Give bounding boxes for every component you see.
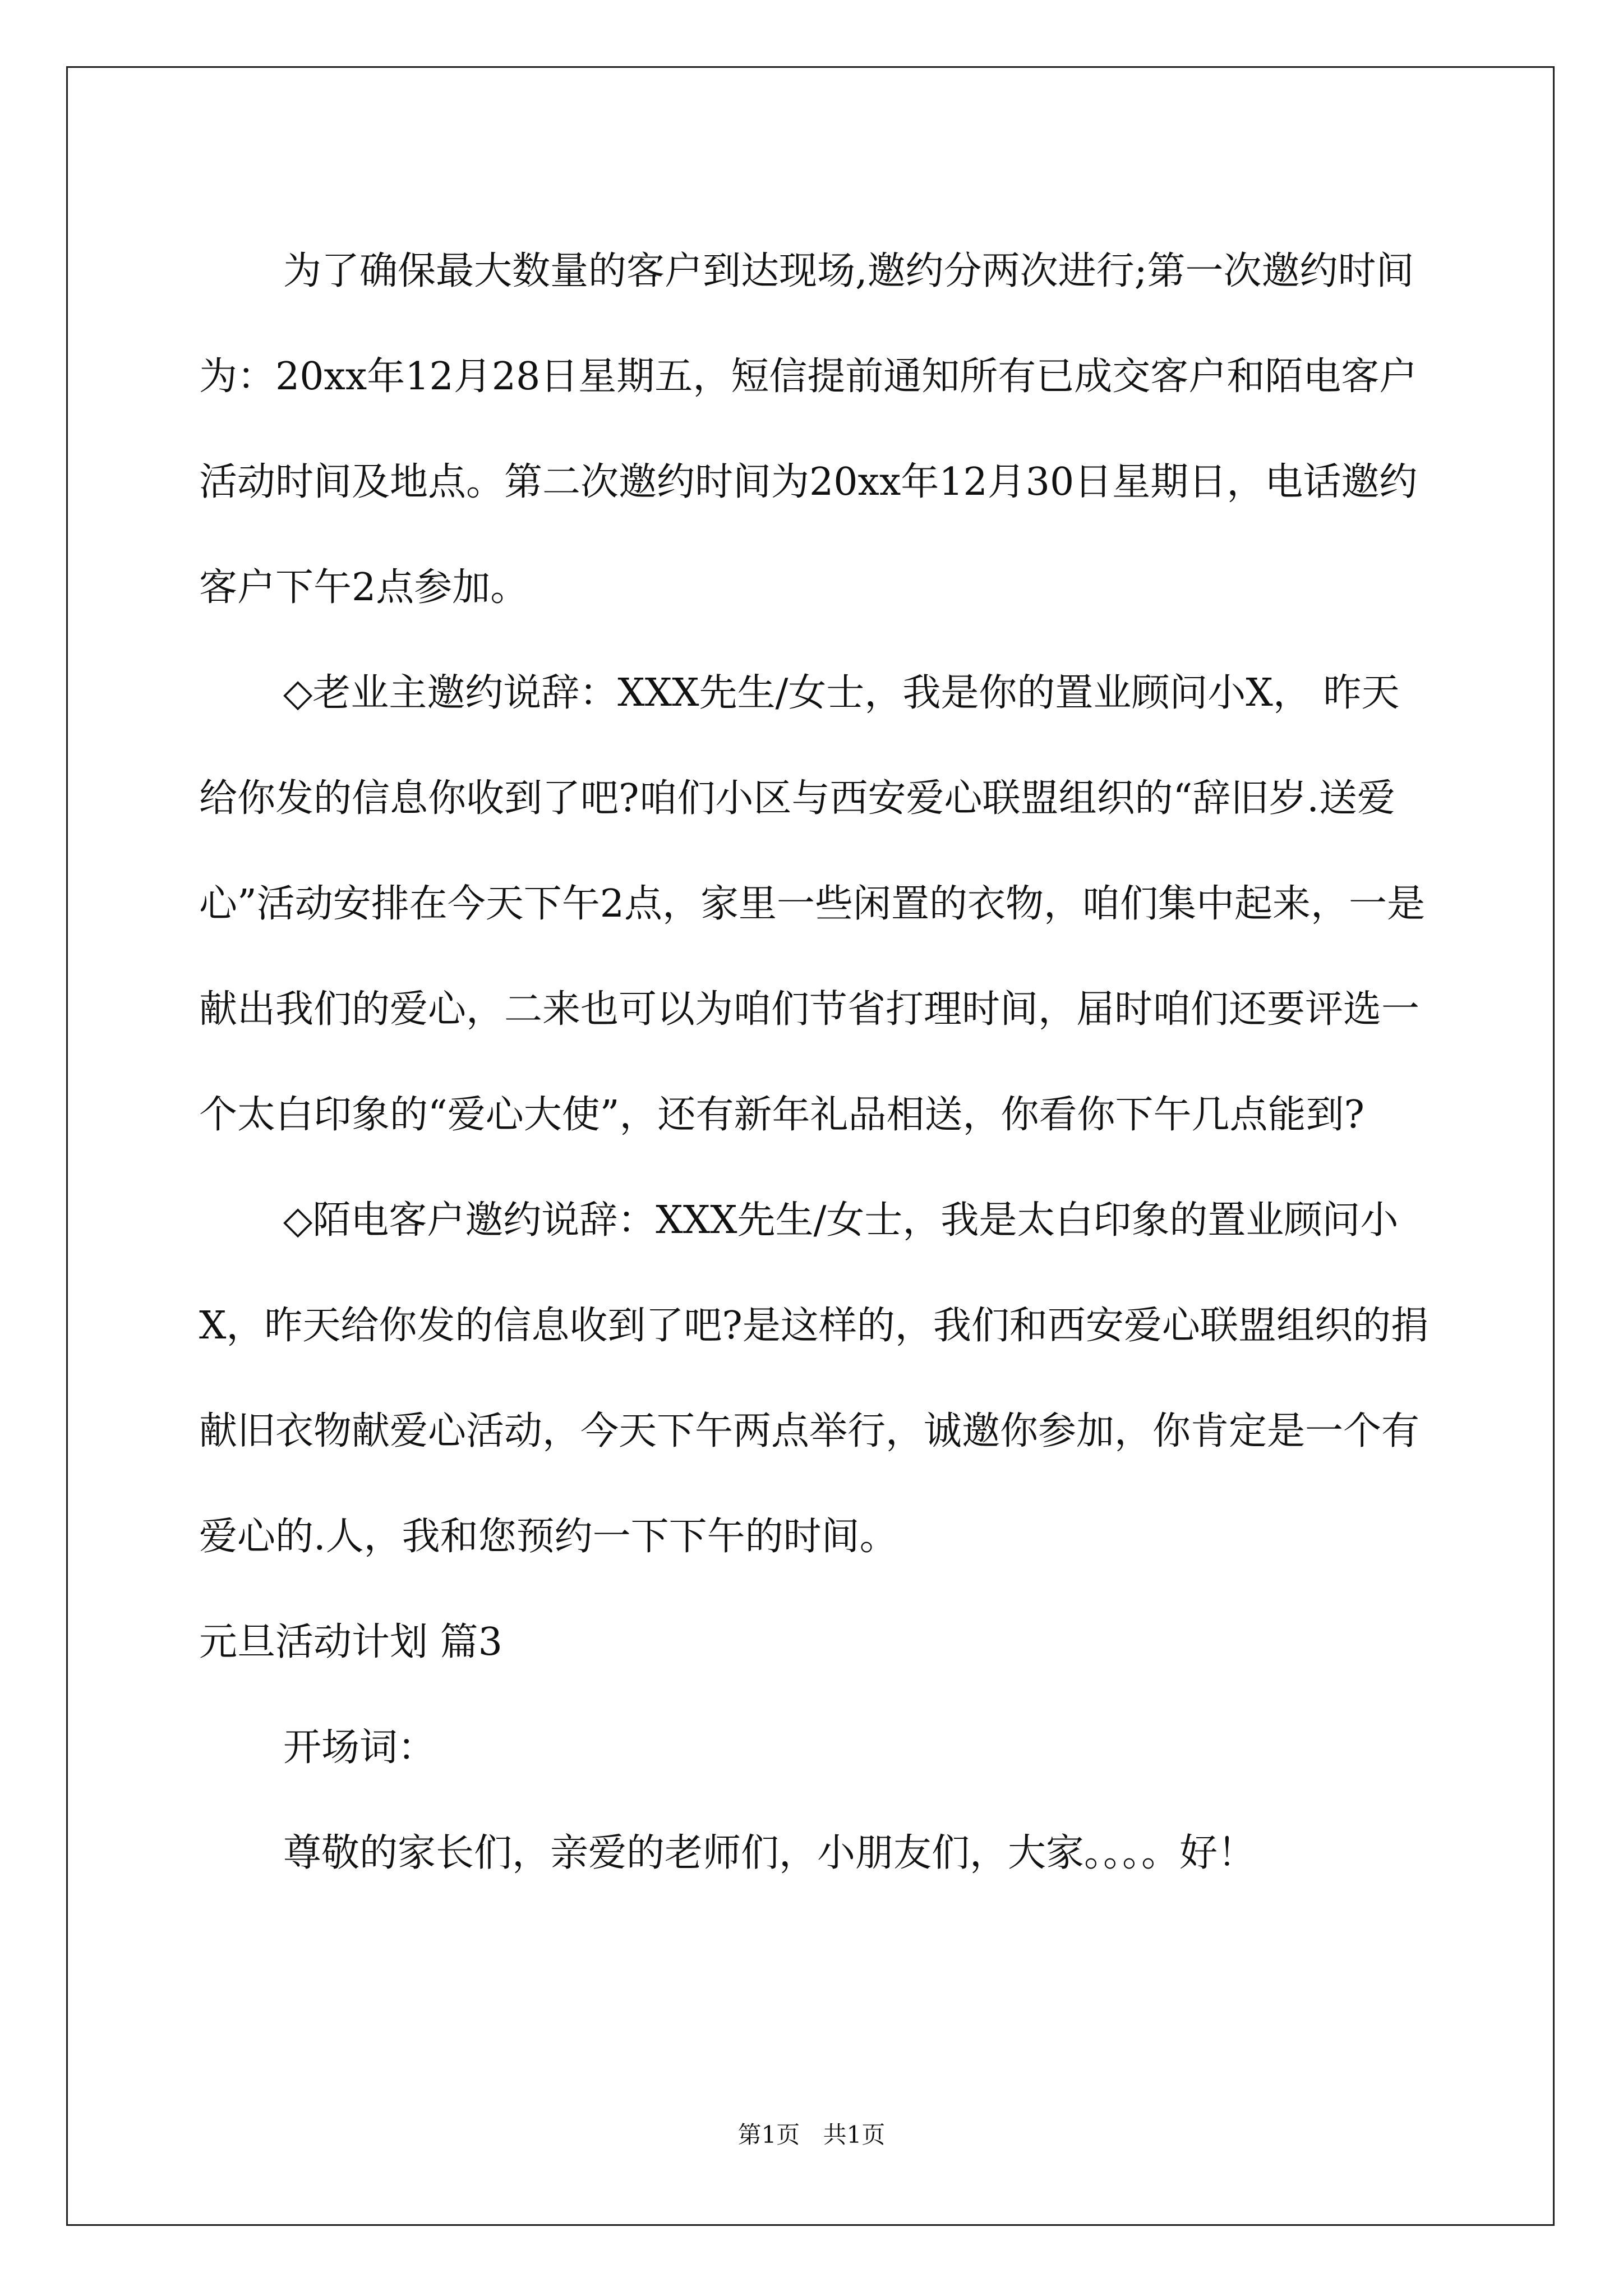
paragraph-cold-call-script: ◇陌电客户邀约说辞：XXX先生/女士，我是太白印象的置业顾问小X，昨天给你发的信息收到了吧?是这样的，我们和西安爱心联盟组织的捐献旧衣物献爱心活动，今天下午两点举行，诚邀你参加，你肯定是一个有爱心的.人，我和您预约一下下午的时间。	[199, 1198, 1429, 1559]
paragraph-greeting: 尊敬的家长们，亲爱的老师们，小朋友们，大家。。。。好！	[283, 1831, 1256, 1875]
paragraph-owner-script: ◇老业主邀约说辞：XXX先生/女士，我是你的置业顾问小X， 昨天给你发的信息你收到了吧?咱们小区与西安爱心联盟组织的“辞旧岁.送爱心”活动安排在今天下午2点，家里一些闲置的衣物，咱们集中起来，一是献出我们的爱心，二来也可以为咱们节省打理时间，届时咱们还要评选一个太白印象的“爱心大使”，还有新年礼品相送，你看你下午几点能到?	[199, 671, 1426, 1137]
paragraph-invitation-schedule: 为了确保最大数量的客户到达现场,邀约分两次进行;第一次邀约时间为：20xx年12月28日星期五，短信提前通知所有已成交客户和陌电客户活动时间及地点。第二次邀约时间为20xx年12月30日星期日，电话邀约客户下午2点参加。	[199, 249, 1418, 610]
page-footer	[0, 2119, 1623, 2151]
page-number-total: 共1页	[823, 2121, 886, 2148]
page-number-current: 第1页	[737, 2121, 800, 2148]
document-body	[199, 219, 1433, 1906]
paragraph-opening-label: 开场词：	[283, 1726, 436, 1770]
section-heading: 元旦活动计划 篇3	[199, 1620, 502, 1664]
